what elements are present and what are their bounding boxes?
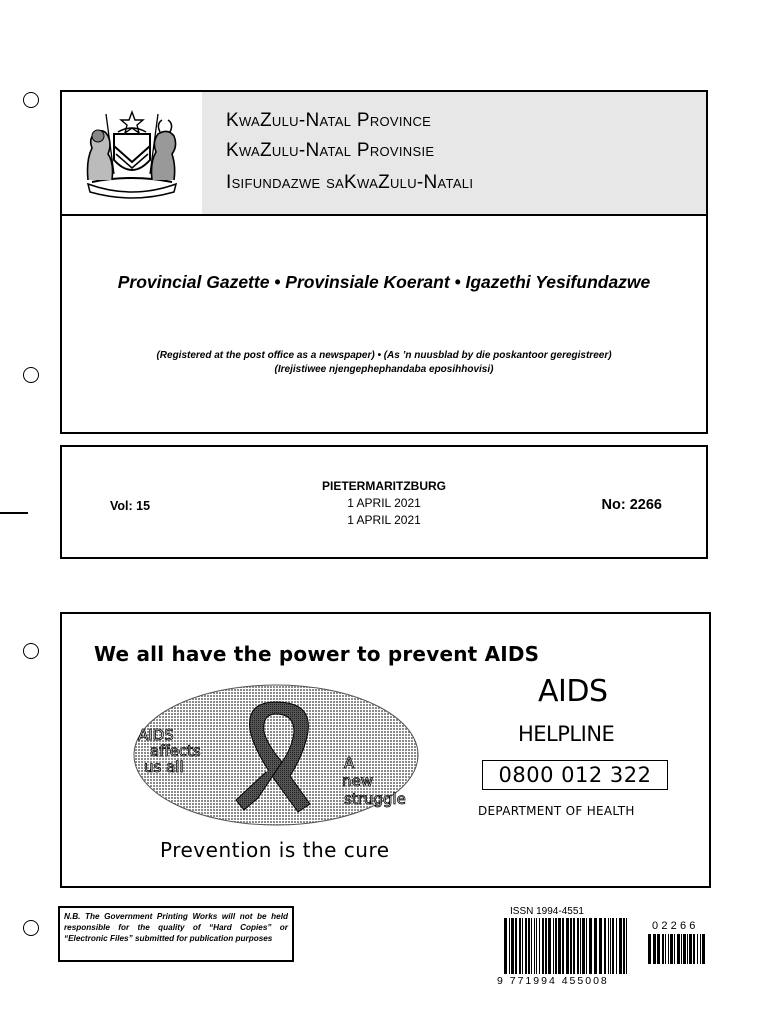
barcode-bar bbox=[668, 934, 669, 964]
oval-text-affects: affects bbox=[150, 742, 201, 760]
barcode-bar bbox=[534, 918, 535, 974]
barcode-bar bbox=[687, 934, 688, 964]
province-name-zulu: Isifundazwe saKwaZulu-Natali bbox=[226, 172, 474, 193]
barcode-bar bbox=[528, 918, 530, 974]
oval-text-new: new bbox=[342, 772, 374, 790]
barcode-bar bbox=[604, 918, 606, 974]
ad-headline: We all have the power to prevent AIDS bbox=[94, 642, 540, 666]
barcode-bar bbox=[504, 918, 507, 974]
barcode-bar bbox=[693, 934, 695, 964]
barcode-bar bbox=[662, 934, 664, 964]
punch-hole bbox=[23, 367, 39, 383]
barcode-bar bbox=[683, 934, 686, 964]
barcode-bar bbox=[626, 918, 627, 974]
barcode-bar bbox=[648, 934, 651, 964]
issue-number: No: 2266 bbox=[601, 497, 662, 513]
department-of-health: DEPARTMENT OF HEALTH bbox=[478, 804, 635, 818]
barcode-bar bbox=[681, 934, 682, 964]
issn-label: ISSN 1994-4551 bbox=[510, 906, 584, 917]
barcode-bar bbox=[608, 918, 609, 974]
coat-of-arms bbox=[62, 92, 204, 214]
barcode-bar bbox=[697, 934, 698, 964]
issue-city: PIETERMARITZBURG bbox=[322, 479, 446, 493]
oval-text-struggle: struggle bbox=[344, 790, 406, 808]
province-name-afrikaans: KwaZulu-Natal Provinsie bbox=[226, 140, 435, 161]
barcode-bar bbox=[515, 918, 517, 974]
barcode-bar bbox=[586, 918, 587, 974]
barcode-bar bbox=[700, 934, 701, 964]
barcode-bar bbox=[653, 934, 656, 964]
barcode-bar bbox=[509, 918, 510, 974]
barcode-bar bbox=[545, 918, 547, 974]
barcode-bar bbox=[525, 918, 527, 974]
province-name-english: KwaZulu-Natal Province bbox=[226, 110, 432, 131]
fold-mark bbox=[0, 512, 28, 514]
coat-of-arms-icon bbox=[78, 104, 186, 200]
barcode-bar bbox=[589, 918, 592, 974]
barcode-bar bbox=[674, 934, 675, 964]
barcode-bar bbox=[522, 918, 523, 974]
barcode-bar bbox=[670, 934, 673, 964]
barcode-bar bbox=[665, 934, 666, 964]
barcode-bar bbox=[519, 918, 521, 974]
oval-text-us-all: us all bbox=[144, 758, 184, 776]
issue-date: 1 APRIL 2021 bbox=[347, 496, 421, 510]
barcode-bar bbox=[573, 918, 575, 974]
issue-date-secondary: 1 APRIL 2021 bbox=[347, 513, 421, 527]
barcode-bar bbox=[555, 918, 557, 974]
barcode-bar bbox=[594, 918, 597, 974]
punch-hole bbox=[23, 920, 39, 936]
barcode-bar bbox=[619, 918, 622, 974]
barcode-addon-digits: 02266 bbox=[652, 920, 699, 932]
registration-line-2: (Irejistiwee njengephephandaba eposihhovisi) bbox=[274, 364, 494, 375]
barcode-bar bbox=[558, 918, 561, 974]
barcode-bar bbox=[689, 934, 692, 964]
barcode-bar bbox=[570, 918, 572, 974]
barcode-bar bbox=[562, 918, 564, 974]
barcode-bar bbox=[531, 918, 532, 974]
ad-slogan: Prevention is the cure bbox=[160, 838, 390, 862]
registration-line-1: (Registered at the post office as a newspaper) • (As ’n nuusblad by die poskantoor geregistreer) bbox=[156, 350, 612, 361]
barcode-bar bbox=[677, 934, 680, 964]
punch-hole bbox=[23, 92, 39, 108]
barcode-bar bbox=[599, 918, 602, 974]
barcode-bar bbox=[610, 918, 611, 974]
barcode-bar bbox=[511, 918, 514, 974]
oval-text-aids: AIDS bbox=[138, 726, 174, 744]
masthead-header bbox=[62, 92, 706, 216]
helpline-title: HELPLINE bbox=[518, 722, 615, 746]
barcode-bar bbox=[582, 918, 585, 974]
barcode-digits: 9 771994 455008 bbox=[497, 975, 609, 987]
barcode-bar bbox=[580, 918, 581, 974]
barcode-bar bbox=[657, 934, 660, 964]
province-name-panel bbox=[202, 92, 706, 214]
barcode-bar bbox=[539, 918, 540, 974]
helpline-aids-title: AIDS bbox=[538, 674, 608, 709]
gazette-title: Provincial Gazette • Provinsiale Koerant • Igazethi Yesifundazwe bbox=[117, 272, 651, 292]
barcode-bar bbox=[616, 918, 617, 974]
barcode-bar bbox=[536, 918, 537, 974]
barcode-bar bbox=[702, 934, 705, 964]
barcode-bar bbox=[542, 918, 544, 974]
punch-hole bbox=[23, 643, 39, 659]
barcode-bar bbox=[623, 918, 625, 974]
barcode-bar bbox=[577, 918, 579, 974]
barcode-bar bbox=[548, 918, 551, 974]
oval-text-a: A bbox=[344, 754, 355, 772]
barcode-bar bbox=[612, 918, 614, 974]
barcode-bar bbox=[553, 918, 554, 974]
barcode-bar bbox=[566, 918, 569, 974]
issue-info-box bbox=[60, 445, 708, 559]
helpline-phone-number: 0800 012 322 bbox=[482, 760, 668, 790]
aids-advertisement bbox=[60, 612, 711, 888]
issn-barcode bbox=[504, 918, 630, 976]
volume-number: Vol: 15 bbox=[110, 499, 151, 513]
printing-works-notice: N.B. The Government Printing Works will not be held responsible for the quality of “Hard Copies” or “Electronic Files” submitted for publication purposes bbox=[58, 906, 294, 962]
addon-barcode bbox=[648, 934, 706, 964]
masthead bbox=[60, 90, 708, 434]
